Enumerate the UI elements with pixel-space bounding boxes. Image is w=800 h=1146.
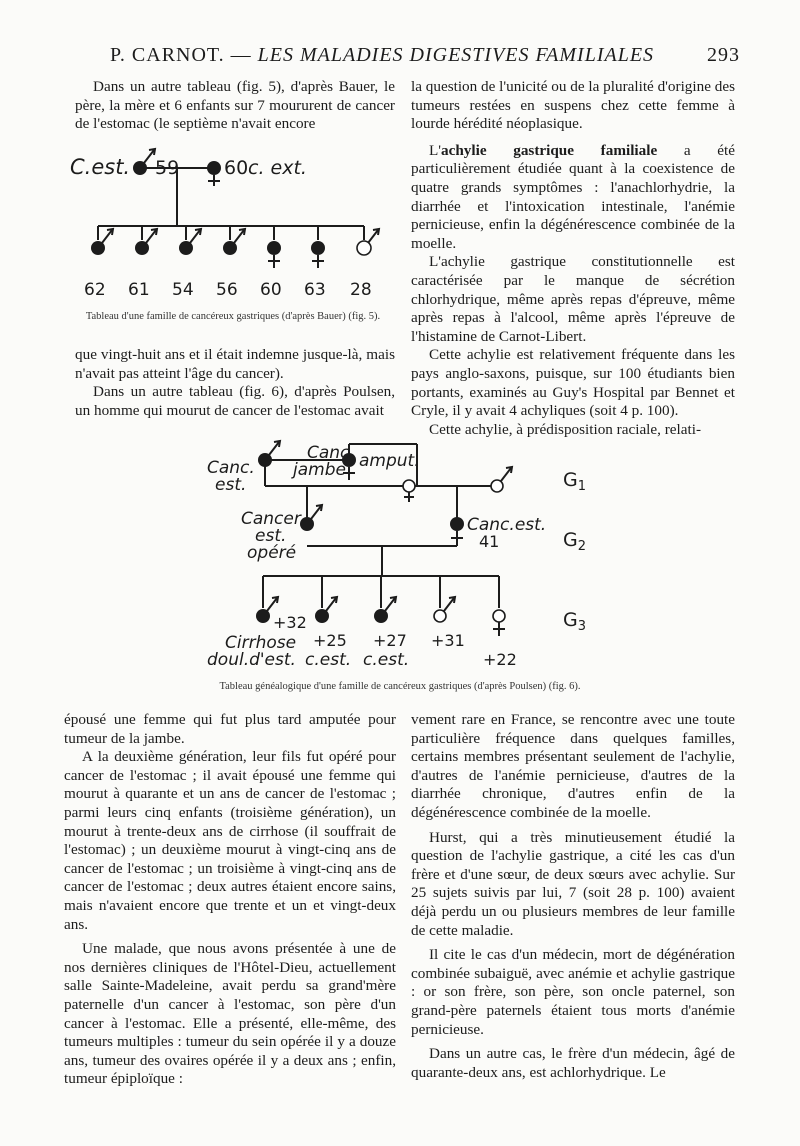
age-label: 41: [479, 532, 500, 551]
child-female-affected: [311, 241, 325, 268]
paragraph: Une malade, que nous avons présentée à une de nos dernières cliniques de l'Hôtel-Dieu, actuellement salle Sainte-Madeleine, avait perdu sa grand'mère paternelle d'un cancer à l'estomac, son père d'un cancer à l'estomac. Elle a présenté, elle-même, des tumeurs multiples : tumeur du sein opérée il y a douze ans, tumeur des ovaires opérée il y a deux ans ; enfin, tumeur épiploïque :: [64, 940, 396, 1088]
female-healthy-symbol: [493, 610, 505, 636]
right-column-bottom: [411, 711, 735, 1082]
bold-term: achylie gastrique familiale: [441, 141, 658, 159]
header-dash: —: [230, 44, 252, 66]
child-male-affected: [223, 229, 245, 255]
label: amput.: [359, 451, 420, 471]
left-column-bottom: [64, 711, 396, 1089]
paragraph: la question de l'unicité ou de la pluralité d'origine des tumeurs restées en suspens chez cette femme à lourde hérédité néoplasique.: [411, 78, 735, 133]
figure-5-caption: Tableau d'une famille de cancéreux gastriques (d'après Bauer) (fig. 5).: [85, 311, 381, 322]
generation-label: $G_1$: [563, 469, 587, 494]
left-column-top: [75, 78, 395, 134]
left-column-middle: [75, 346, 395, 420]
age-label: +32: [273, 613, 307, 632]
text-span: a été particulièrement étudiée quant à la coexistence de quatre grands symptômes : l'anachlorhydrie, la diarrhée et l'intoxication intestinale, l'anémie pernicieuse, enfin la dégénérescence combinée de la moelle.: [411, 141, 735, 252]
text-span: L': [429, 141, 442, 159]
child-age: 63: [304, 280, 326, 300]
child-male-affected: [91, 229, 113, 255]
figure-6-caption: Tableau généalogique d'une famille de cancéreux gastriques (d'après Poulsen) (fig. 6).: [219, 681, 581, 692]
label: c.est.: [363, 650, 410, 670]
paragraph: A la deuxième génération, leur fils fut opéré pour cancer de l'estomac ; il avait épousé une femme qui mourut à quarante et un ans de cancer de l'estomac ; parmi leurs cinq enfants (troisième génération), un mourut à trente-deux ans de cirrhose (il souffrait de l'estomac) ; un deuxième mourut à vingt-cinq ans de cancer de l'estomac ; un troisième à vingt-cinq ans de cancer de l'estomac ; deux autres étaient encore sains, mais n'avaient encore que trente et un et vingt-deux ans.: [64, 748, 396, 933]
label: Canc.est.: [467, 515, 547, 535]
paragraph: que vingt-huit ans et il était indemne jusque-là, mais n'avait pas atteint l'âge du cancer).: [75, 346, 395, 382]
label: doul.d'est.: [207, 650, 296, 670]
label: est.: [255, 526, 287, 546]
male-affected-symbol: [258, 441, 280, 467]
female-affected-symbol: [450, 517, 464, 546]
label: Cirrhose: [225, 633, 297, 653]
generation-label: $G_2$: [563, 529, 587, 554]
right-column-top: [411, 78, 735, 439]
paragraph: Dans un autre tableau (fig. 6), d'après Poulsen, un homme qui mourut de cancer de l'estomac avait: [75, 383, 395, 419]
child-age: 61: [128, 280, 150, 300]
child-male-healthy: [357, 229, 379, 255]
paragraph: [411, 142, 735, 254]
child-age: 56: [216, 280, 238, 300]
age-label: +31: [431, 631, 465, 650]
paragraph: vement rare en France, se rencontre avec une toute particulière fréquence dans quelques familles, certains membres présentant seulement de l'achylie, d'autres de l'anémie pernicieuse, d'autres de la diarrhée chronique, d'autres enfin de la dégénérescence combinée de la moelle.: [411, 711, 735, 821]
page-number: 293: [707, 44, 740, 66]
paragraph: Il cite le cas d'un médecin, mort de dégénération combinée subaiguë, avec anémie et achylie gastrique : or son frère, son père, son oncle paternel, son grand-père paternels étaient tous morts d'anémie pernicieuse.: [411, 946, 735, 1038]
label: opéré: [247, 543, 297, 563]
mother-label: c. ext.: [248, 157, 307, 179]
paragraph: Dans un autre cas, le frère d'un médecin, âgé de quarante-deux ans, est achlorhydrique. Le: [411, 1045, 735, 1081]
header-author: P. CARNOT.: [110, 44, 225, 66]
paragraph: Dans un autre tableau (fig. 5), d'après Bauer, le père, la mère et 6 enfants sur 7 moururent de cancer de l'estomac (le septième n'avait encore: [75, 78, 395, 133]
male-affected-symbol: [300, 505, 322, 531]
child-male-affected: [135, 229, 157, 255]
running-header: [110, 44, 740, 67]
child-age: 62: [84, 280, 106, 300]
label: Canc: [307, 443, 350, 463]
female-affected-symbol: [207, 161, 221, 186]
child-female-affected: [267, 241, 281, 268]
male-affected-symbol: [374, 597, 396, 623]
male-healthy-symbol: [434, 597, 455, 622]
paragraph: épousé une femme qui fut plus tard amputée pour tumeur de la jambe.: [64, 711, 396, 747]
label: Cancer: [241, 509, 301, 529]
figure-5-pedigree: [68, 138, 398, 308]
paragraph: Cette achylie est relativement fréquente dans les pays anglo-saxons, puisque, sur 100 étudiants bien portants, examinés au Guy's Hospital par Bennet et Cryle, il y avait 4 achyliques (soit 4 p. 100).: [411, 346, 735, 420]
mother-age: 60: [224, 157, 249, 179]
male-affected-symbol: [315, 597, 337, 623]
child-male-affected: [179, 229, 201, 255]
generation-label: $G_3$: [563, 609, 587, 634]
age-label: +22: [483, 650, 517, 669]
father-age: 59: [155, 157, 180, 179]
age-label: +27: [373, 631, 407, 650]
age-label: +25: [313, 631, 347, 650]
label: est.: [215, 475, 247, 495]
header-title: LES MALADIES DIGESTIVES FAMILIALES: [257, 44, 655, 66]
label: jambe: [293, 460, 346, 480]
male-healthy-symbol: [491, 467, 512, 492]
father-label: C.est.: [70, 155, 131, 179]
child-age: 28: [350, 280, 372, 300]
label: c.est.: [305, 650, 352, 670]
child-age: 60: [260, 280, 282, 300]
paragraph: L'achylie gastrique constitutionnelle est caractérisée par le manque de sécrétion chlorhydrique, même après repas d'épreuve, même après repas à l'alcool, même après l'épreuve de l'histamine de Carnot-Libert.: [411, 253, 735, 345]
female-healthy-symbol: [403, 480, 415, 502]
paragraph: Cette achylie, à prédisposition raciale, relati-: [429, 420, 701, 438]
male-affected-symbol: [133, 149, 155, 175]
child-age: 54: [172, 280, 194, 300]
figure-6-pedigree: [195, 436, 615, 676]
label: Canc.: [207, 458, 255, 478]
paragraph: Hurst, qui a très minutieusement étudié la question de l'achylie gastrique, a cité les cas d'un frère et d'une sœur, de deux sœurs avec achylie. Sur 25 sujets suivis par lui, 7 (soit 28 p. 100) avaient déjà perdu un ou plusieurs membres de leur famille de cette maladie.: [411, 828, 735, 939]
